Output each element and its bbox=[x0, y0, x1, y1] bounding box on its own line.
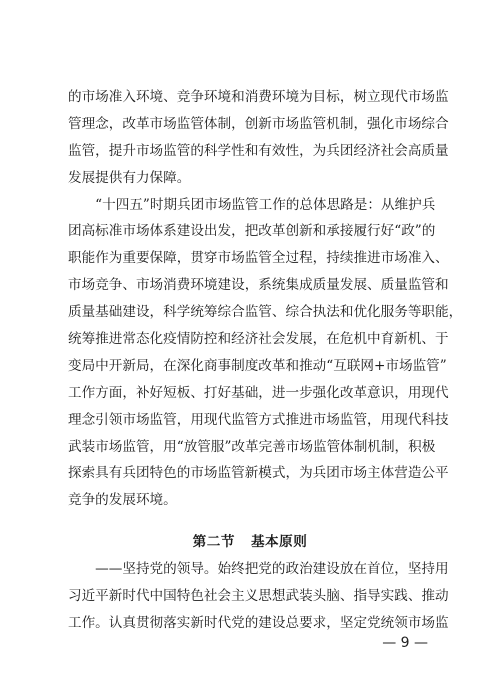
text-line: 竞争的发展环境。 bbox=[68, 492, 177, 509]
text-line: 职能作为重要保障，贯穿市场监管全过程，持续推进市场准入、 bbox=[68, 250, 449, 267]
section-heading bbox=[68, 529, 432, 556]
text-line: 变局中开新局，在深化商事制度改革和推动“互联网+市场监管” bbox=[68, 357, 447, 374]
section-number: 第二节 bbox=[192, 534, 235, 551]
text-line: “十四五”时期兵团市场监管工作的总体思路是：从维护兵 bbox=[68, 196, 436, 213]
text-line: 质量基础建设，科学统筹综合监管、综合执法和优化服务等职能， bbox=[68, 304, 463, 321]
text-line: 管理念，改革市场监管体制，创新市场监管机制，强化市场综合 bbox=[68, 115, 449, 132]
paragraph-overall-approach bbox=[68, 192, 463, 515]
paragraph-principle bbox=[68, 556, 449, 637]
text-line: 武装市场监管，用“放管服”改革完善市场监管体制机制，积极 bbox=[68, 438, 436, 455]
text-line: 探索具有兵团特色的市场监管新模式，为兵团市场主体营造公平 bbox=[68, 465, 449, 482]
text-line: 团高标准市场体系建设出发，把改革创新和承接履行好“政”的 bbox=[68, 223, 436, 240]
text-line: 的市场准入环境、竞争环境和消费环境为目标，树立现代市场监 bbox=[68, 89, 449, 105]
text-line: 市场竞争、市场消费环境建设，系统集成质量发展、质量监管和 bbox=[68, 277, 449, 294]
text-line: 工作。认真贯彻落实新时代党的建设总要求，坚定党统领市场监 bbox=[68, 614, 449, 631]
text-line: ——坚持党的领导。始终把党的政治建设放在首位，坚持用 bbox=[68, 561, 449, 578]
page-number: — 9 — bbox=[382, 635, 428, 651]
page-body bbox=[68, 84, 463, 637]
text-line: 监管，提升市场监管的科学性和有效性，为兵团经济社会高质量 bbox=[68, 142, 449, 159]
text-line: 习近平新时代中国特色社会主义思想武装头脑、指导实践、推动 bbox=[68, 588, 449, 605]
section-title: 基本原则 bbox=[250, 534, 308, 551]
text-line: 发展提供有力保障。 bbox=[68, 169, 191, 186]
text-line: 统筹推进常态化疫情防控和经济社会发展，在危机中育新机、于 bbox=[68, 331, 449, 348]
text-line: 工作方面，补好短板、打好基础，进一步强化改革意识，用现代 bbox=[68, 384, 449, 401]
paragraph-intro-continued bbox=[68, 84, 449, 192]
text-line: 理念引领市场监管，用现代监管方式推进市场监管，用现代科技 bbox=[68, 411, 449, 428]
